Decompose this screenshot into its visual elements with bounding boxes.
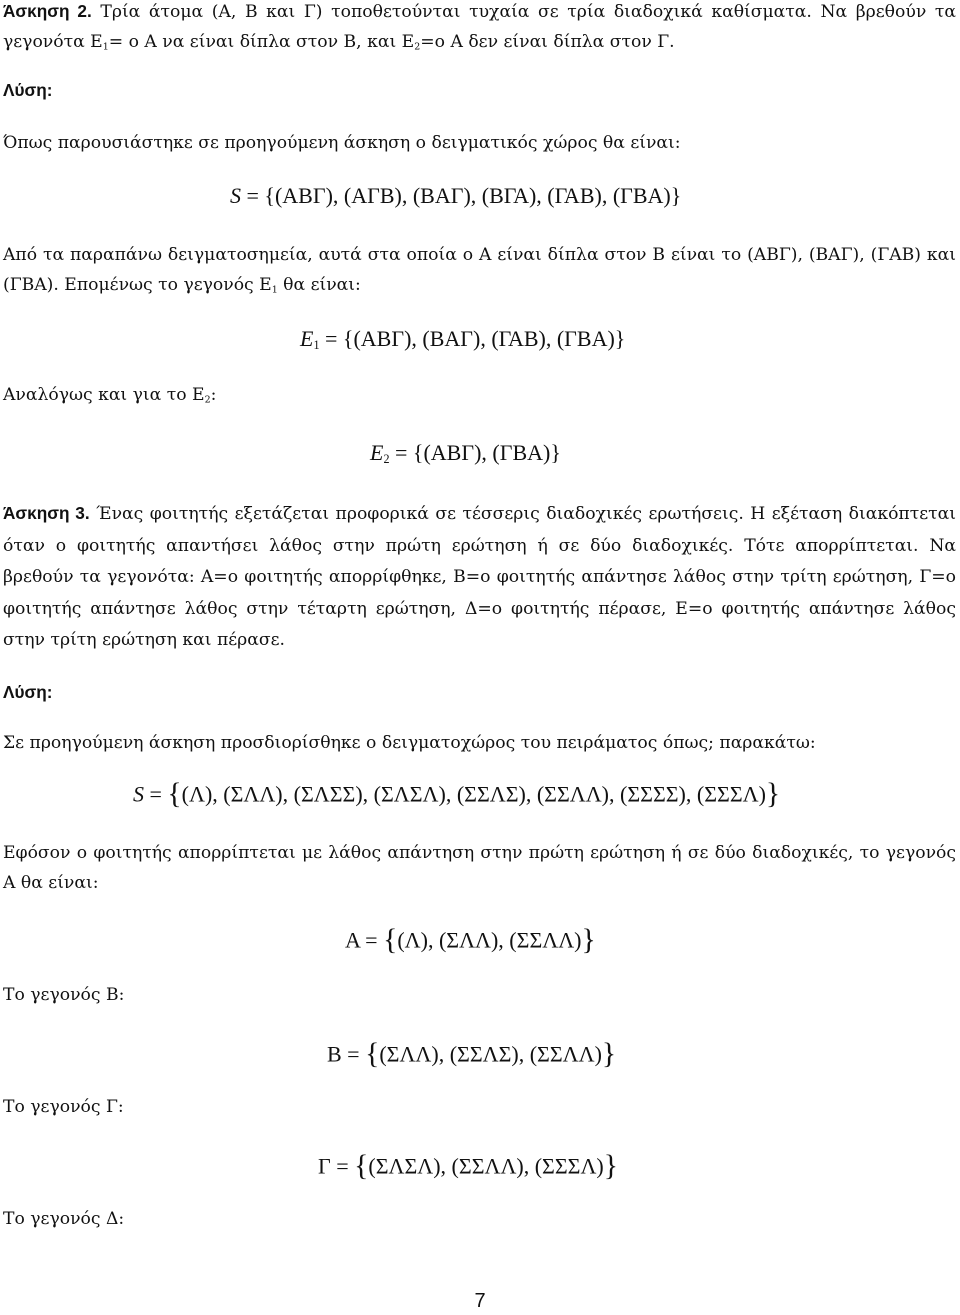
math-set: (ΣΛΛ), (ΣΣΛΣ), (ΣΣΛΛ) (379, 1041, 602, 1067)
math-symbol: S (230, 183, 241, 208)
event-g-equation (318, 1150, 618, 1183)
math-brace: } (765, 778, 781, 810)
subscript: 2 (414, 41, 421, 53)
event-b-label: Το γεγονός Β: (3, 985, 125, 1005)
math-set: = {(ΑΒΓ), (ΓΒΑ)} (395, 440, 561, 465)
event-b-equation (327, 1038, 616, 1071)
subscript: 1 (102, 41, 109, 53)
math-brace: { (365, 1038, 380, 1070)
solution-3-paragraph: Εφόσον ο φοιτητής απορρίπτεται με λάθος απάντηση στην πρώτη ερώτηση ή σε δύο διαδοχικές, το γεγονός Α θα είναι: (3, 843, 956, 893)
page-number: 7 (474, 1290, 486, 1312)
math-brace: { (354, 1150, 369, 1182)
sample-space-equation (230, 183, 681, 209)
event-d-label: Το γεγονός Δ: (3, 1209, 125, 1229)
exercise-2-paragraph (3, 0, 956, 62)
math-set: (ΣΛΣΛ), (ΣΣΛΛ), (ΣΣΣΛ) (368, 1153, 604, 1179)
math-set: (Λ), (ΣΛΛ), (ΣΣΛΛ) (397, 927, 582, 953)
exercise-2-text: Τρία άτομα (Α, Β και Γ) τοποθετούνται τυχαία σε τρία διαδοχικά καθίσματα. Να βρεθούν τα γεγονότα Ε (3, 2, 956, 52)
paragraph-text: : (210, 385, 217, 405)
math-set: = {(ΑΒΓ), (ΑΓΒ), (ΒΑΓ), (ΒΓΑ), (ΓΑΒ), (ΓΒΑ)} (246, 183, 682, 208)
math-symbol: E (300, 326, 314, 351)
solution-3-intro: Σε προηγούμενη άσκηση προσδιορίσθηκε ο δειγματοχώρος του πειράματος όπως; παρακάτω: (3, 733, 816, 753)
exercise-3-text: Ένας φοιτητής εξετάζεται προφορικά σε τέσσερις διαδοχικές ερωτήσεις. Η εξέταση διακόπτεται όταν ο φοιτητής απαντήσει λάθος στην πρώτη ερώτηση ή σε δύο διαδοχικές. Τότε απορρίπτεται. Να βρεθούν τα γεγονότα: Α=ο φοιτητής απορρίφθηκε, Β=ο φοιτητής απάντησε λάθος στην τρίτη ερώτηση, Γ=ο φοιτητής απάντησε λάθος στην τέταρτη ερώτηση, Δ=ο φοιτητής πέρασε, Ε=ο φοιτητής απάντησε λάθος στην τρίτη ερώτηση και πέρασε. (3, 504, 956, 650)
math-symbol: Γ = (318, 1153, 355, 1179)
math-brace: } (601, 1038, 617, 1070)
exercise-2-title: Άσκηση 2. (3, 1, 92, 21)
solution-2-label: Λύση: (3, 80, 53, 100)
event-e2-equation (370, 440, 561, 467)
math-operator: = (144, 781, 168, 807)
math-brace: { (167, 778, 182, 810)
solution-2-paragraph (3, 240, 956, 305)
sample-space-s-equation (133, 778, 780, 811)
math-symbol: Α = (345, 927, 384, 953)
paragraph-text: Από τα παραπάνω δειγματοσημεία, αυτά στα οποία ο Α είναι δίπλα στον Β είναι το (ΑΒΓ), (ΒΑΓ), (ΓΑΒ) και (ΓΒΑ). Επομένως το γεγονός Ε (3, 245, 956, 295)
math-symbol: Β = (327, 1041, 366, 1067)
event-a-equation (345, 924, 596, 957)
analogous-line (3, 385, 216, 405)
exercise-3-paragraph (3, 498, 956, 657)
math-brace: { (383, 924, 398, 956)
exercise-2-text: = ο Α να είναι δίπλα στον Β, και Ε (108, 32, 415, 52)
subscript: 2 (383, 452, 390, 467)
solution-3-label: Λύση: (3, 682, 53, 702)
math-brace: } (581, 924, 596, 956)
paragraph-text: Αναλόγως και για το Ε (3, 385, 205, 405)
exercise-2-text: =ο Α δεν είναι δίπλα στον Γ. (420, 32, 675, 52)
event-e1-equation (300, 326, 625, 353)
exercise-3-title: Άσκηση 3. (3, 503, 90, 523)
subscript: 1 (271, 284, 278, 296)
subscript: 1 (313, 338, 320, 353)
solution-2-intro: Όπως παρουσιάστηκε σε προηγούμενη άσκηση ο δειγματικός χώρος θα είναι: (3, 133, 681, 153)
event-g-label: Το γεγονός Γ: (3, 1097, 124, 1117)
subscript: 2 (204, 394, 211, 406)
math-set: (Λ), (ΣΛΛ), (ΣΛΣΣ), (ΣΛΣΛ), (ΣΣΛΣ), (ΣΣΛΛ), (ΣΣΣΣ), (ΣΣΣΛ) (181, 781, 766, 807)
math-brace: } (603, 1150, 618, 1182)
math-symbol: S (133, 781, 144, 807)
math-set: = {(ΑΒΓ), (ΒΑΓ), (ΓΑΒ), (ΓΒΑ)} (325, 326, 626, 351)
math-symbol: E (370, 440, 384, 465)
paragraph-text: θα είναι: (277, 275, 361, 295)
